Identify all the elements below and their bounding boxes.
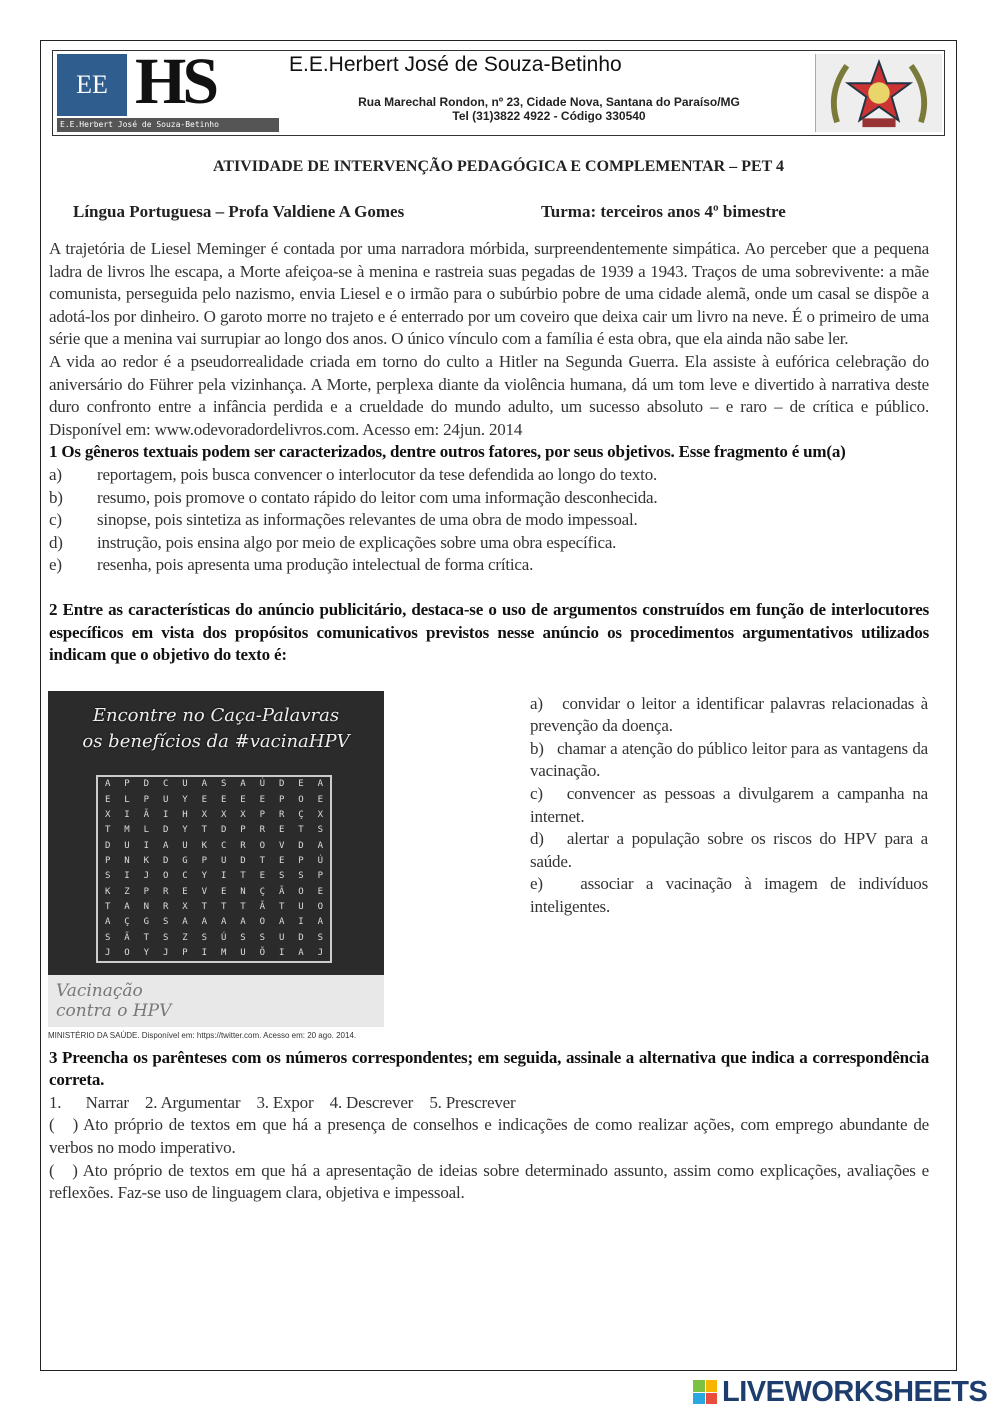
grid-letter: J <box>143 871 150 882</box>
grid-letter: T <box>240 902 246 912</box>
grid-letter: Y <box>201 871 208 882</box>
school-name: E.E.Herbert José de Souza-Betinho <box>289 53 622 76</box>
grid-letter: U <box>278 932 285 943</box>
question-3-item-2[interactable]: ( ) Ato próprio de textos em que há a apresentação de ideias sobre determinado assunto, assim como explicações, avaliações e reflexões. Faz-se uso de linguagem clara, objetiva e impessoal. <box>49 1160 929 1203</box>
paragraph-1: A trajetória de Liesel Meminger é contada por uma narradora mórbida, surpreendentemente simpática. Ao perceber que a pequena ladra de livros lhe escapa, a Morte afeiçoa-se à menina e rastreia suas pegadas de 1939 a 1943. Traços de uma sobrevivente: a mãe comunista, perseguida pelo nazismo, envia Liesel e o irmão para o subúrbio pobre de uma cidade alemã, onde um casal se dispõe a adotá-los por dinheiro. O garoto morre no trajeto e é enterrado por um coveiro que deixa cair um livro na neve. É o primeiro de uma série que a menina vai surrupiar ao longo dos anos. O único vínculo com a família é esta obra, que ela ainda não sabe ler. <box>49 239 929 349</box>
grid-letter: Ú <box>220 932 227 943</box>
ad-footer-logo: Vacinação contra o HPV <box>56 980 172 1021</box>
grid-letter: A <box>298 948 304 958</box>
option-text: resenha, pois apresenta uma produção intelectual de forma crítica. <box>97 555 534 575</box>
grid-letter: A <box>317 840 324 851</box>
grid-letter: T <box>201 902 208 912</box>
grid-letter: V <box>201 886 208 897</box>
grid-letter: X <box>104 810 111 820</box>
grid-letter: S <box>201 932 208 943</box>
grid-letter: Z <box>124 886 130 897</box>
grid-letter: S <box>104 871 111 882</box>
grid-letter: A <box>317 779 324 790</box>
ad-headline-1: Encontre no Caça-Palavras <box>92 704 340 726</box>
option-letter: e) <box>49 555 62 575</box>
grid-letter: E <box>317 886 324 897</box>
grid-letter: E <box>259 871 266 882</box>
grid-letter: Y <box>182 825 188 836</box>
grid-letter: T <box>104 902 111 912</box>
option-text: chamar a atenção do público leitor para as vantagens da vacinação. <box>530 738 928 781</box>
grid-letter: Z <box>182 932 188 943</box>
option-letter: d) <box>530 829 544 849</box>
grid-letter: S <box>104 932 111 943</box>
option-text: alertar a população sobre os riscos do HPV para a saúde. <box>530 829 929 871</box>
grid-letter: I <box>124 871 130 882</box>
grid-letter: E <box>201 794 208 805</box>
page-title: ATIVIDADE DE INTERVENÇÃO PEDAGÓGICA E COMPLEMENTAR – PET 4 <box>212 158 785 175</box>
grid-letter: A <box>317 917 324 928</box>
grid-letter: R <box>240 840 246 851</box>
answer-option[interactable] <box>49 554 929 577</box>
question-1-stem: 1 Os gêneros textuais podem ser caracterizados, dentre outros fatores, por seus objetivos. Esse fragmento é um(a) <box>49 442 846 462</box>
grid-letter: Ç <box>298 810 304 820</box>
grid-letter: E <box>278 825 285 836</box>
answer-option[interactable] <box>49 487 929 510</box>
grid-letter: E <box>298 779 304 790</box>
grid-letter: T <box>201 825 208 836</box>
question-3-list: 1. Narrar 2. Argumentar 3. Expor 4. Descrever 5. Prescrever <box>49 1092 516 1112</box>
question-3-stem: 3 Preencha os parênteses com os números correspondentes; em seguida, assinale a alternativa que indica a correspondência correta. <box>49 1047 929 1090</box>
grid-letter: R <box>259 825 266 836</box>
grid-letter: P <box>182 948 188 958</box>
grid-letter: Ã <box>124 932 130 943</box>
option-text: sinopse, pois sintetiza as informações relevantes de uma obra de modo impessoal. <box>97 510 638 530</box>
grid-letter: X <box>182 902 188 912</box>
answer-option[interactable] <box>530 828 928 873</box>
grid-letter: P <box>278 794 285 805</box>
grid-letter: Ú <box>259 779 266 790</box>
option-text: convidar o leitor a identificar palavras relacionadas à prevenção da doença. <box>530 693 928 736</box>
address-line: Rua Marechal Rondon, nº 23, Cidade Nova, Santana do Paraíso/MG <box>358 95 740 109</box>
grid-letter: A <box>240 917 246 928</box>
grid-letter: P <box>124 779 130 790</box>
grid-letter: T <box>298 825 304 836</box>
grid-letter: R <box>278 810 285 820</box>
grid-letter: E <box>278 856 285 866</box>
question-2-options <box>530 691 928 1041</box>
grid-letter: G <box>182 856 188 866</box>
grid-letter: O <box>298 794 304 805</box>
grid-letter: T <box>240 871 246 882</box>
image-caption: MINISTÉRIO DA SAÚDE. Disponível em: https://twitter.com. Acesso em: 20 ago. 2014. <box>48 1030 357 1040</box>
question-3-item-1[interactable]: ( ) Ato próprio de textos em que há a presença de conselhos e indicações de como realizar ações, com emprego abundante de verbos no modo imperativo. <box>49 1115 929 1158</box>
grid-letter: Y <box>182 794 188 805</box>
grid-letter: E <box>220 886 227 897</box>
grid-letter: E <box>317 794 324 805</box>
grid-letter: S <box>162 932 169 943</box>
hpv-ad-image <box>48 691 384 1027</box>
grid-letter: T <box>259 856 266 866</box>
grid-letter: O <box>162 871 169 882</box>
grid-letter: K <box>143 856 150 866</box>
grid-letter: D <box>278 779 285 790</box>
grid-letter: A <box>182 917 188 928</box>
word-search-grid <box>96 775 332 963</box>
image-column <box>48 691 388 1041</box>
option-text: associar a vacinação à imagem de indivíduos inteligentes. <box>530 874 928 917</box>
grid-letter: R <box>162 902 169 912</box>
question-2-body <box>48 691 928 1041</box>
grid-letter: U <box>298 902 304 912</box>
option-text: instrução, pois ensina algo por meio de explicações sobre uma obra específica. <box>97 532 617 552</box>
class-line: Turma: terceiros anos 4º bimestre <box>541 202 786 221</box>
grid-letter: X <box>317 810 324 820</box>
grid-letter: O <box>259 917 266 928</box>
grid-letter: P <box>240 825 246 836</box>
reading-text <box>49 238 929 577</box>
grid-letter: E <box>240 794 246 805</box>
grid-letter: U <box>240 948 246 958</box>
grid-letter: D <box>143 779 150 790</box>
grid-letter: D <box>162 825 169 836</box>
grid-letter: S <box>317 932 324 943</box>
option-text: reportagem, pois busca convencer o interlocutor da tese defendida ao longo do texto. <box>97 464 658 484</box>
paragraph-2: A vida ao redor é a pseudorrealidade criada em torno do culto a Hitler na Segunda Guerra. Ela assiste à eufórica celebração do aniversário do Führer pela vizinhança. A Morte, perplexa diante da violência humana, dá um tom leve e divertido à narrativa deste duro confronto entre a infância perdida e a crueldade do mundo adulto, um sucesso absoluto – e raro – de crítica e público. Disponível em: www.odevoradordelivros.com. Acesso em: 24jun. 2014 <box>49 351 929 439</box>
grid-letter: E <box>182 886 188 897</box>
answer-option[interactable] <box>49 464 929 487</box>
option-letter: a) <box>530 693 543 713</box>
grid-letter: Ã <box>259 902 266 912</box>
grid-letter: I <box>220 871 227 882</box>
grid-letter: L <box>143 825 150 836</box>
ad-headline <box>48 703 384 755</box>
grid-letter: Ç <box>259 886 266 897</box>
grid-letter: K <box>201 840 208 851</box>
page-border <box>40 40 957 1371</box>
liveworksheets-brand: LIVEWORKSHEETS <box>722 1376 988 1408</box>
grid-letter: A <box>124 902 130 912</box>
grid-letter: Ç <box>124 917 130 928</box>
school-header <box>52 50 945 136</box>
option-letter: c) <box>530 784 543 804</box>
grid-letter: G <box>143 917 150 928</box>
grid-letter: L <box>124 794 130 805</box>
ee-logo-mark: EE <box>57 54 127 116</box>
grid-letter: U <box>182 779 188 790</box>
question-2-stem: 2 Entre as características do anúncio publicitário, destaca-se o uso de argumentos construídos em função de interlocutores específicos em vista dos propósitos comunicativos previstos nesse anúncio os procedimentos argumentativos utilizados indicam que o objetivo do texto é: <box>49 599 929 665</box>
grid-letter: Õ <box>259 948 266 958</box>
option-text: resumo, pois promove o contato rápido do leitor com uma informação desconhecida. <box>97 487 658 507</box>
grid-letter: A <box>220 917 227 928</box>
grid-letter: P <box>317 871 324 882</box>
subject-line: Língua Portuguesa – Profa Valdiene A Gomes <box>73 202 405 221</box>
logo-strip: E.E.Herbert José de Souza-Betinho <box>57 118 279 132</box>
grid-letter: M <box>220 948 227 958</box>
grid-letter: Y <box>143 948 150 958</box>
grid-letter: X <box>201 810 208 820</box>
answer-option[interactable] <box>49 532 929 555</box>
grid-letter: X <box>240 810 246 820</box>
grid-letter: S <box>220 779 227 790</box>
grid-letter: Ã <box>143 810 150 820</box>
school-address <box>283 95 815 123</box>
subject-row <box>52 202 945 226</box>
grid-letter: S <box>162 917 169 928</box>
grid-letter: S <box>259 932 266 943</box>
grid-letter: O <box>317 902 324 912</box>
grid-letter: P <box>298 856 304 866</box>
grid-letter: X <box>220 810 227 820</box>
grid-letter: A <box>278 917 285 928</box>
grid-letter: I <box>124 810 130 820</box>
grid-letter: Ú <box>317 856 324 866</box>
grid-letter: T <box>104 825 111 836</box>
grid-letter: D <box>104 840 111 851</box>
footer-brand-row <box>0 1371 1000 1413</box>
grid-letter: P <box>143 794 150 805</box>
answer-option[interactable] <box>530 693 928 738</box>
grid-letter: I <box>298 917 304 928</box>
grid-letter: H <box>182 810 188 820</box>
grid-letter: A <box>162 840 169 851</box>
grid-letter: I <box>162 810 169 820</box>
grid-letter: D <box>220 825 227 836</box>
grid-letter: S <box>278 871 285 882</box>
grid-letter: A <box>240 779 246 790</box>
grid-letter: T <box>220 902 227 912</box>
ad-footer <box>48 975 384 1027</box>
hs-logo-text: HS <box>135 54 216 118</box>
grid-letter: S <box>317 825 324 836</box>
grid-letter: I <box>143 840 150 851</box>
grid-letter: D <box>162 856 169 866</box>
grid-letter: E <box>220 794 227 805</box>
grid-letter: I <box>201 948 208 958</box>
grid-letter: J <box>162 948 169 958</box>
grid-letter: O <box>298 886 304 897</box>
answer-option[interactable] <box>49 509 929 532</box>
grid-letter: N <box>240 886 246 897</box>
grid-letter: U <box>162 794 169 805</box>
grid-letter: P <box>104 856 111 866</box>
grid-letter: S <box>240 932 246 943</box>
grid-letter: U <box>124 840 130 851</box>
grid-letter: A <box>104 779 111 790</box>
grid-letter: T <box>278 902 285 912</box>
grid-letter: O <box>124 948 130 958</box>
question-1-options <box>49 464 929 577</box>
option-text: convencer as pessoas a divulgarem a campanha na internet. <box>530 784 928 826</box>
option-letter: b) <box>530 738 544 758</box>
grid-letter: A <box>201 779 208 790</box>
option-letter: a) <box>49 464 62 484</box>
grid-letter: V <box>278 840 285 851</box>
crest-icon <box>815 54 942 132</box>
phone-line: Tel (31)3822 4922 - Código 330540 <box>452 109 646 123</box>
question-2-stem-block <box>49 599 929 667</box>
grid-letter: Ã <box>278 886 285 897</box>
option-letter: e) <box>530 874 543 894</box>
grid-letter: C <box>220 840 227 851</box>
answer-option[interactable] <box>530 783 928 828</box>
grid-letter: D <box>298 840 304 851</box>
grid-letter: N <box>124 856 130 866</box>
grid-letter: C <box>182 871 188 882</box>
grid-letter: E <box>259 794 266 805</box>
grid-letter: O <box>259 840 266 851</box>
grid-letter: R <box>162 886 169 897</box>
grid-letter: K <box>104 886 111 897</box>
grid-letter: P <box>143 886 150 897</box>
grid-letter: C <box>162 779 169 790</box>
grid-letter: U <box>220 856 227 866</box>
grid-letter: U <box>182 840 188 851</box>
grid-letter: P <box>201 856 208 866</box>
liveworksheets-logo-icon <box>693 1380 717 1404</box>
grid-letter: J <box>104 948 111 958</box>
grid-letter: E <box>104 794 111 805</box>
answer-option[interactable] <box>530 873 928 918</box>
grid-letter: S <box>298 871 304 882</box>
grid-letter: N <box>143 902 150 912</box>
question-3 <box>49 1047 929 1205</box>
grid-letter: A <box>201 917 208 928</box>
option-letter: c) <box>49 510 62 530</box>
grid-letter: P <box>259 810 266 820</box>
school-logo <box>57 54 279 132</box>
answer-option[interactable] <box>530 738 928 783</box>
grid-letter: J <box>317 948 324 958</box>
grid-letter: I <box>278 948 285 958</box>
grid-letter: M <box>124 825 130 836</box>
grid-letter: A <box>104 917 111 928</box>
ad-headline-2: os benefícios da #vacinaHPV <box>82 730 350 752</box>
grid-letter: D <box>240 856 246 866</box>
option-letter: b) <box>49 487 63 507</box>
grid-letter: T <box>143 932 150 943</box>
grid-letter: D <box>298 932 304 943</box>
option-letter: d) <box>49 532 63 552</box>
